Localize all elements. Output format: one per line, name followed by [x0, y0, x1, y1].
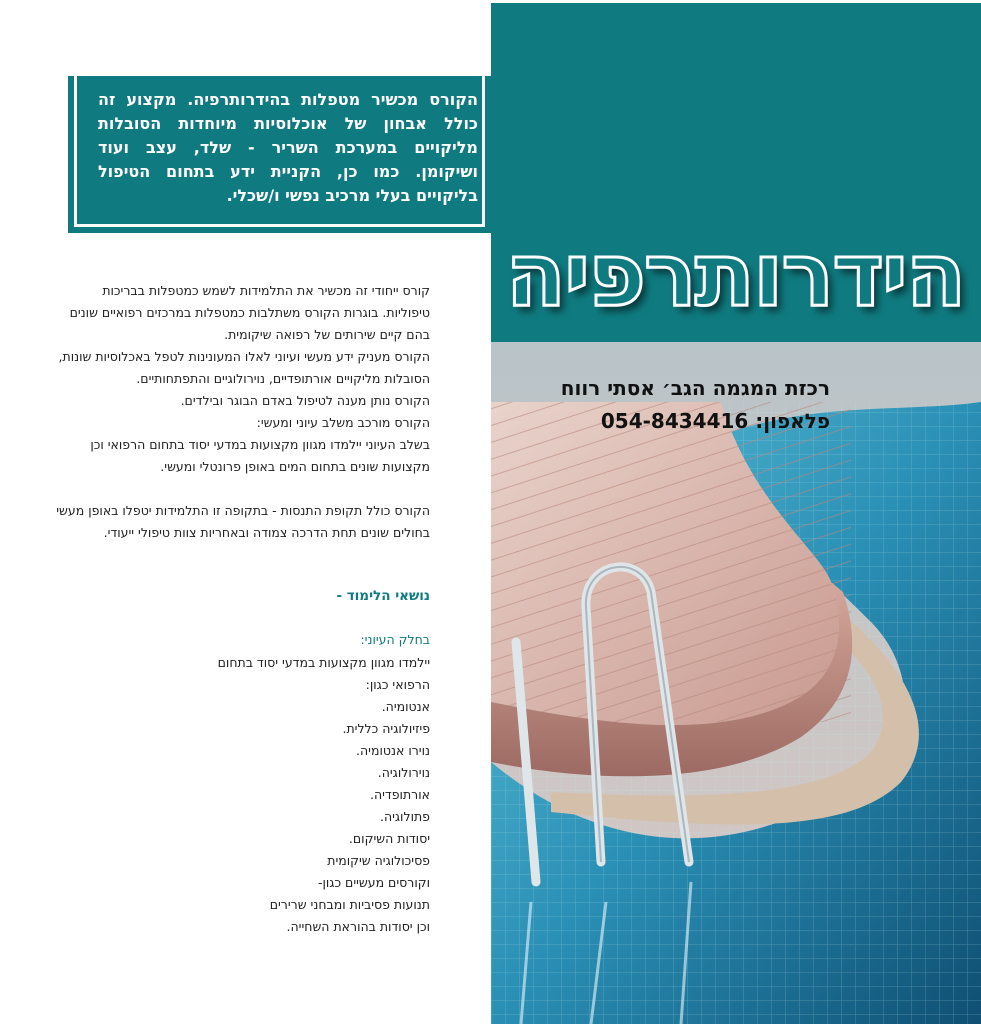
- list-item: פתולוגיה.: [379, 809, 430, 824]
- intro-box: [68, 76, 491, 233]
- topics-list: [150, 652, 430, 938]
- list-item: וכן יסודות בהוראת השחייה.: [286, 919, 430, 934]
- body-paragraph: הקורס נותן מענה לטיפול באדם הבוגר ובילדים.: [180, 393, 430, 408]
- pool-photo: [491, 342, 981, 1024]
- body-paragraph: הקורס כולל תקופת התנסות - בתקופה זו התלמידות יטפלו באופן מעשי בחולים שונים תחת הדרכה צמודה ובאחריות צוות טיפולי ייעודי.: [56, 503, 430, 540]
- topics-title: נושאי הלימוד -: [336, 588, 430, 604]
- body-paragraph: קורס ייחודי זה מכשיר את התלמידות לשמש כמטפלות בבריכות טיפוליות. בוגרות הקורס משתלבות כמטפלות במרכזים רפואיים שונים בהם קיים שירותים של רפואה שיקומית.: [69, 283, 430, 342]
- body-paragraph: בשלב העיוני יילמדו מגוון מקצועות במדעי יסוד בתחום הרפואי וכן מקצועות שונים בתחום המים באופן פרונטלי ומעשי.: [90, 437, 430, 474]
- list-item: אורתופדיה.: [369, 787, 430, 802]
- list-item: פיזיולוגיה כללית.: [342, 721, 430, 736]
- contact-block: [520, 372, 830, 438]
- list-item: הרפואי כגון:: [365, 677, 430, 692]
- section-label: בחלק העיוני:: [360, 632, 430, 647]
- body-text: [52, 280, 430, 544]
- list-item: אנטומיה.: [381, 699, 430, 714]
- list-item: יילמדו מגוון מקצועות במדעי יסוד בתחום: [217, 655, 430, 670]
- list-item: וקורסים מעשיים כגון-: [317, 875, 430, 890]
- list-item: נוירולוגיה.: [377, 765, 430, 780]
- intro-text: הקורס מכשיר מטפלות בהידרותרפיה. מקצוע זה כולל אבחון של אוכלוסיות מיוחדות הסובלות מליקויים במערכת השריר - שלד, עצב ועוד ושיקומן. כמו כן, הקניית ידע בתחום הטיפול בליקויים בעלי מרכיב נפשי ו/שכלי.: [98, 90, 478, 205]
- coordinator-name: רכזת המגמה הגב׳ אסתי רווח: [560, 376, 830, 400]
- list-item: פסיכולוגיה שיקומית: [327, 853, 430, 868]
- body-paragraph: הקורס מורכב משלב עיוני ומעשי:: [256, 415, 430, 430]
- list-item: יסודות השיקום.: [348, 831, 430, 846]
- list-item: תנועות פסיביות ומבחני שרירים: [269, 897, 430, 912]
- body-paragraph: הקורס מעניק ידע מעשי ועיוני לאלו המעונינות לטפל באכלוסיות שונות, הסובלות מליקויים אורתופדיים, נוירולוגיים והתפתחותיים.: [58, 349, 430, 386]
- list-item: נוירו אנטומיה.: [356, 743, 430, 758]
- phone-number: פלאפון: 054-8434416: [600, 409, 830, 433]
- page-title: הידרותרפיה: [505, 223, 965, 326]
